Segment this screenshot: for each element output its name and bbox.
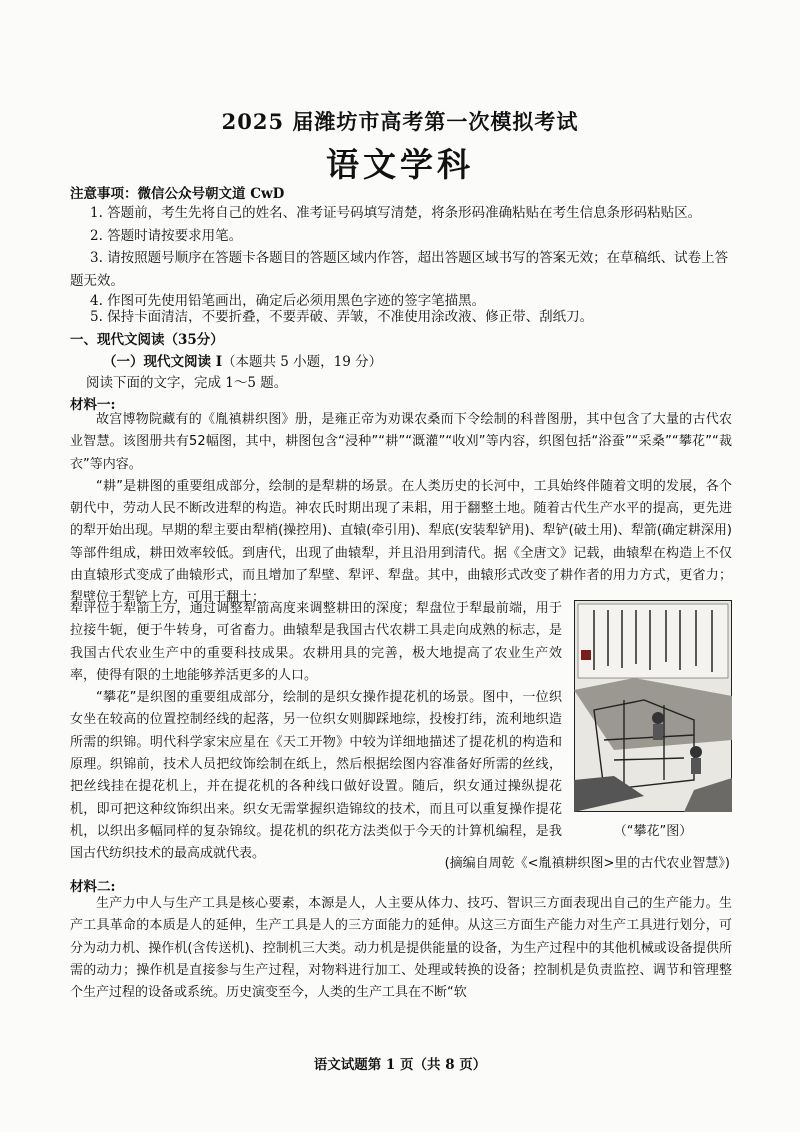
material-two-label: 材料二: [70, 879, 116, 895]
subsection-title: （一）现代文阅读 I [103, 354, 223, 370]
subsection-note: （本题共 5 小题，19 分） [222, 354, 383, 370]
notice-item: 3. 请按照题号顺序在答题卡各题目的答题区域内作答，超出答题区域书写的答案无效；在草稿纸、试卷上答题无效。 [70, 250, 729, 289]
section-heading: 一、现代文阅读（35分） [70, 332, 224, 348]
exam-title: 2025 届潍坊市高考第一次模拟考试 [221, 109, 579, 134]
page-footer: 语文试题第 1 页（共 8 页） [313, 1057, 487, 1073]
notice-item: 1. 答题前，考生先将自己的姓名、准考证号码填写清楚，将条形码准确粘贴在考生信息条形码粘贴区。 [90, 205, 702, 221]
paragraph: “耕”是耕图的重要组成部分，绘制的是犁耕的场景。在人类历史的长河中，工具始终伴随着文明的发展，各个朝代中，劳动人民不断改进犁的构造。神农氏时期出现了耒耜，用于翻整土地。随着古代生产水平的提高，更先进的犁开始出现。早期的犁主要由犁梢(操控用)、直辕(牵引用)、犁底(安装犁铲用)、犁铲(破土用)、犁箭(确定耕深用)等部件组成，耕田效率较低。到唐代，出现了曲辕犁，并且沿用到清代。据《全唐文》记载，曲辕犁在构造上不仅由直辕形式变成了曲辕形式，而且增加了犁壁、犁评、犁盘。其中，曲辕形式改变了耕作者的用力方式，更省力；犁壁位于犁铲上方，可用于翻土； [70, 478, 732, 606]
notice-item: 5. 保持卡面清洁，不要折叠，不要弄破、弄皱，不准使用涂改液、修正带、刮纸刀。 [90, 309, 594, 325]
notice-item: 2. 答题时请按要求用笔。 [90, 228, 243, 244]
paragraph: 犁评位于犁箭上方，通过调整犁箭高度来调整耕田的深度；犁盘位于犁最前端，用于拉接牛轭，便于牛转身，可省畜力。曲辕犁是我国古代农耕工具走向成熟的标志，是我国古代农业生产中的重要科技成果。农耕用具的完善，极大地提高了农业生产效率，使得有限的土地能够养活更多的人口。 [70, 601, 562, 683]
notice-heading: 注意事项：微信公众号朝文道 CwD [70, 186, 285, 202]
material-one-body-wrap [70, 598, 562, 866]
material-one-body [70, 409, 732, 610]
subject-title: 语文学科 [326, 145, 474, 184]
subsection-heading [103, 350, 382, 370]
paragraph: “攀花”是织图的重要组成部分，绘制的是织女操作提花机的场景。图中，一位织女坐在较高的位置控制经线的起落，另一位织女则脚踩地综，投梭打纬，流利地织造所需的织锦。明代科学家宋应星在《天工开物》中较为详细地描述了提花机的构造和原理。织锦前，技术人员把纹饰绘制在纸上，然后根据绘图内容准备好所需的丝线，把丝线挂在提花机上，并在提花机的各种线口做好设置。随后，织女通过操纵提花机，即可把这种纹饰织出来。织女无需掌握织造锦纹的技术，而且可以重复操作提花机，以织出多幅同样的复杂锦纹。提花机的织花方法类似于今天的计算机编程，是我国古代纺织技术的最高成就代表。 [70, 690, 562, 862]
notice-item: 4. 作图可先使用铅笔画出，确定后必须用黑色字迹的签字笔描黑。 [90, 293, 486, 309]
paragraph: 生产力中人与生产工具是核心要素，本源是人，人主要从体力、技巧、智识三方面表现出自己的生产能力。生产工具革命的本质是人的延伸，生产工具是人的三方面能力的延伸。从这三方面生产能力对生产工具进行划分，可分为动力机、操作机(含传送机)、控制机三大类。动力机是提供能量的设备，为生产过程中的其他机械或设备提供所需的动力；操作机是直接参与生产过程，对物料进行加工、处理或转换的设备；控制机是负责监控、调节和管理整个生产过程的设备或系统。历史演变至今，人类的生产工具在不断“软 [70, 896, 732, 1001]
reading-instruction: 阅读下面的文字，完成 1～5 题。 [86, 375, 288, 391]
material-one-label: 材料一: [70, 397, 116, 413]
source-citation: (摘编自周乾《<胤禛耕织图>里的古代农业智慧》) [444, 856, 730, 871]
paragraph: 故宫博物院藏有的《胤禛耕织图》册，是雍正帝为劝课农桑而下令绘制的科普图册，其中包含了大量的古代农业智慧。该图册共有52幅图，其中，耕图包含“浸种”“耕”“溉灌”“收刈”等内容，织图包括“浴蚕”“采桑”“攀花”“裁衣”等内容。 [70, 412, 732, 472]
material-two-body [70, 893, 732, 1004]
panhua-illustration [574, 600, 732, 812]
figure-caption: （“攀花”图） [613, 824, 693, 839]
